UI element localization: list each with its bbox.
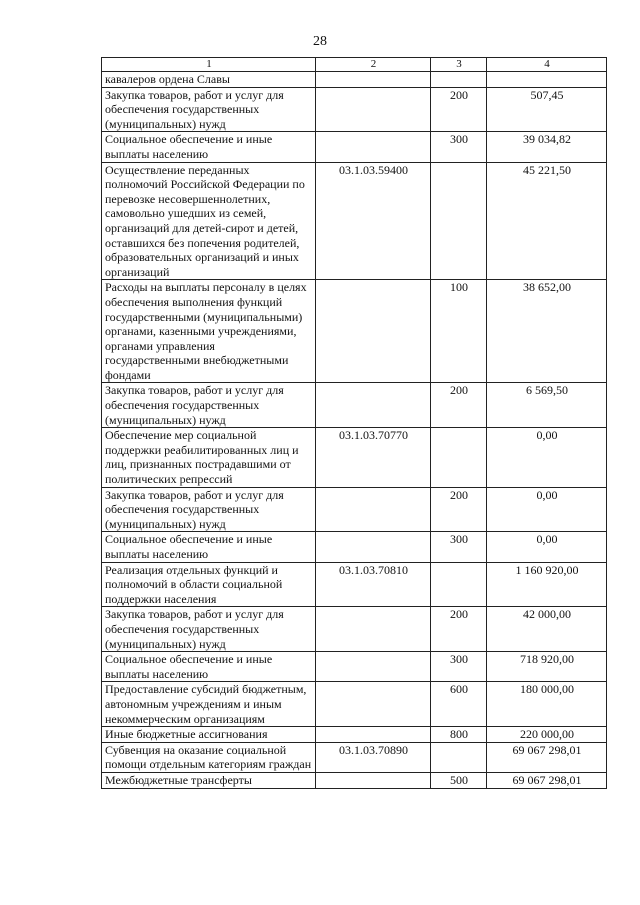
row-amount-cell: 507,45	[487, 87, 607, 132]
row-name-cell: Иные бюджетные ассигнования	[102, 727, 316, 743]
table-row	[102, 280, 607, 383]
row-code-cell: 03.1.03.70810	[316, 562, 431, 607]
row-amount-cell: 1 160 920,00	[487, 562, 607, 607]
row-code-cell	[316, 280, 431, 383]
row-amount-cell: 0,00	[487, 487, 607, 532]
row-name-cell: Социальное обеспечение и иные выплаты населению	[102, 652, 316, 682]
page-number: 28	[313, 34, 327, 49]
row-amount-cell	[487, 72, 607, 88]
row-code-cell	[316, 132, 431, 162]
table-row	[102, 607, 607, 652]
row-name-cell: Расходы на выплаты персоналу в целях обеспечения выполнения функций государственными (муниципальными) органами, казенными учреждениями, органами управления государственными внебюджетными фондами	[102, 280, 316, 383]
row-type-cell: 200	[431, 607, 487, 652]
table-row	[102, 772, 607, 788]
row-amount-cell: 180 000,00	[487, 682, 607, 727]
row-name-cell: Предоставление субсидий бюджетным, автономным учреждениям и иным некоммерческим организациям	[102, 682, 316, 727]
column-header-2: 2	[316, 58, 431, 72]
row-amount-cell: 0,00	[487, 532, 607, 562]
row-type-cell: 300	[431, 132, 487, 162]
table-row	[102, 72, 607, 88]
table-row	[102, 132, 607, 162]
row-type-cell: 200	[431, 383, 487, 428]
row-amount-cell: 38 652,00	[487, 280, 607, 383]
table-row	[102, 562, 607, 607]
row-type-cell: 200	[431, 487, 487, 532]
row-code-cell	[316, 72, 431, 88]
row-name-cell: Закупка товаров, работ и услуг для обеспечения государственных (муниципальных) нужд	[102, 607, 316, 652]
row-name-cell: Обеспечение мер социальной поддержки реабилитированных лиц и лиц, признанных пострадавшими от политических репрессий	[102, 428, 316, 487]
column-header-3: 3	[431, 58, 487, 72]
row-name-cell: Социальное обеспечение и иные выплаты населению	[102, 132, 316, 162]
table-row	[102, 162, 607, 280]
row-type-cell	[431, 742, 487, 772]
table-row	[102, 652, 607, 682]
row-code-cell	[316, 487, 431, 532]
row-code-cell: 03.1.03.59400	[316, 162, 431, 280]
row-type-cell	[431, 562, 487, 607]
column-header-1: 1	[102, 58, 316, 72]
row-code-cell	[316, 682, 431, 727]
row-name-cell: Закупка товаров, работ и услуг для обеспечения государственных (муниципальных) нужд	[102, 383, 316, 428]
table-header-row	[102, 58, 607, 72]
table-row	[102, 487, 607, 532]
budget-table	[101, 57, 607, 789]
row-amount-cell: 69 067 298,01	[487, 772, 607, 788]
row-type-cell: 100	[431, 280, 487, 383]
row-amount-cell: 6 569,50	[487, 383, 607, 428]
row-type-cell: 300	[431, 532, 487, 562]
row-code-cell	[316, 607, 431, 652]
row-code-cell	[316, 87, 431, 132]
table-row	[102, 682, 607, 727]
row-name-cell: Межбюджетные трансферты	[102, 772, 316, 788]
row-code-cell: 03.1.03.70770	[316, 428, 431, 487]
row-code-cell	[316, 383, 431, 428]
table-row	[102, 383, 607, 428]
row-type-cell	[431, 428, 487, 487]
row-code-cell	[316, 727, 431, 743]
row-amount-cell: 45 221,50	[487, 162, 607, 280]
row-type-cell: 300	[431, 652, 487, 682]
row-name-cell: Социальное обеспечение и иные выплаты населению	[102, 532, 316, 562]
row-code-cell	[316, 652, 431, 682]
row-name-cell: Реализация отдельных функций и полномочий в области социальной поддержки населения	[102, 562, 316, 607]
row-type-cell	[431, 162, 487, 280]
row-name-cell: Осуществление переданных полномочий Российской Федерации по перевозке несовершеннолетних, самовольно ушедших из семей, организаций для детей-сирот и детей, оставшихся без попечения родителей, образовательных организаций и иных организаций	[102, 162, 316, 280]
row-name-cell: Закупка товаров, работ и услуг для обеспечения государственных (муниципальных) нужд	[102, 487, 316, 532]
table-row	[102, 532, 607, 562]
row-amount-cell: 42 000,00	[487, 607, 607, 652]
row-type-cell	[431, 72, 487, 88]
row-name-cell: Закупка товаров, работ и услуг для обеспечения государственных (муниципальных) нужд	[102, 87, 316, 132]
row-type-cell: 200	[431, 87, 487, 132]
row-amount-cell: 69 067 298,01	[487, 742, 607, 772]
table-row	[102, 727, 607, 743]
row-name-cell: кавалеров ордена Славы	[102, 72, 316, 88]
table-row	[102, 742, 607, 772]
column-header-4: 4	[487, 58, 607, 72]
table-row	[102, 87, 607, 132]
table-row	[102, 428, 607, 487]
row-type-cell: 800	[431, 727, 487, 743]
row-amount-cell: 718 920,00	[487, 652, 607, 682]
row-amount-cell: 220 000,00	[487, 727, 607, 743]
row-code-cell	[316, 772, 431, 788]
row-amount-cell: 0,00	[487, 428, 607, 487]
row-name-cell: Субвенция на оказание социальной помощи отдельным категориям граждан	[102, 742, 316, 772]
row-type-cell: 500	[431, 772, 487, 788]
row-type-cell: 600	[431, 682, 487, 727]
row-amount-cell: 39 034,82	[487, 132, 607, 162]
row-code-cell	[316, 532, 431, 562]
row-code-cell: 03.1.03.70890	[316, 742, 431, 772]
